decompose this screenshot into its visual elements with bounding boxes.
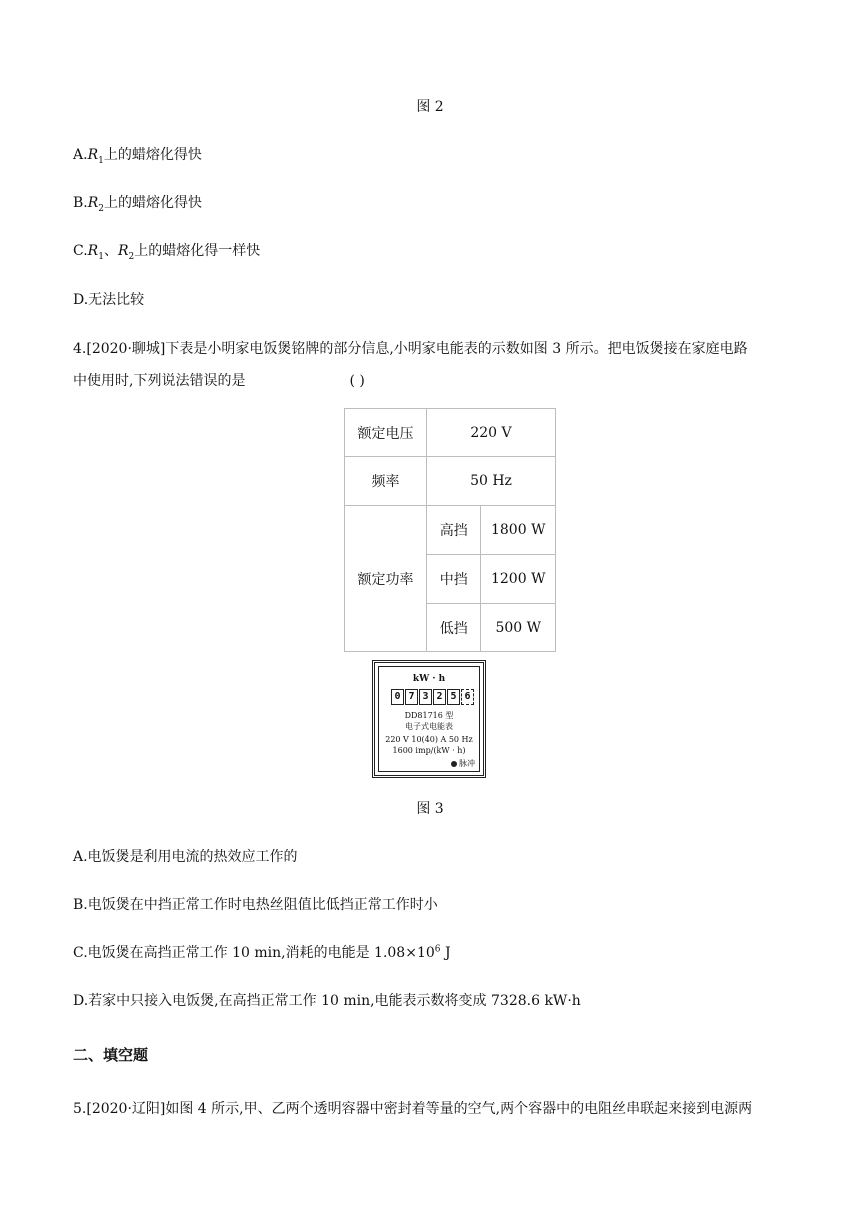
meter-digit: 7 — [405, 689, 418, 705]
meter-model: DD81716 型 — [404, 711, 454, 720]
pulse-indicator-icon — [451, 761, 457, 767]
q4-stem-line1: 4.[2020·聊城]下表是小明家电饭煲铭牌的部分信息,小明家电能表的示数如图 3 所示。把电饭煲接在家庭电路 — [73, 341, 748, 357]
mid-gear-value: 1200 W — [481, 555, 556, 604]
q4-option-c: C.电饭煲在高挡正常工作 10 min,消耗的电能是 $1.08\times 10^6$ J — [73, 944, 451, 961]
low-gear-value: 500 W — [481, 604, 556, 652]
q4-stem-line2: 中使用时,下列说法错误的是 ( ) — [73, 373, 365, 389]
meter-rating: 220 V 10(40) A 50 Hz — [385, 735, 473, 744]
power-label: 额定功率 — [345, 506, 427, 652]
high-gear-value: 1800 W — [481, 506, 556, 555]
q3-option-a: $A.R_1$上的蜡熔化得快 — [73, 147, 202, 166]
meter-digit: 0 — [391, 689, 404, 705]
meter-digit: 3 — [419, 689, 432, 705]
meter-digits — [391, 689, 475, 705]
meter-digit: 5 — [447, 689, 460, 705]
figure-2-caption: 图 2 — [416, 99, 444, 115]
electric-meter-figure — [372, 660, 486, 778]
voltage-label: 额定电压 — [345, 409, 427, 457]
q4-option-b: B.电饭煲在中挡正常工作时电热丝阻值比低挡正常工作时小 — [73, 897, 438, 913]
high-gear-label: 高挡 — [427, 506, 481, 555]
meter-constant: 1600 imp/(kW · h) — [392, 746, 466, 755]
q4-option-d: D.若家中只接入电饭煲,在高挡正常工作 10 min,电能表示数将变成 7328.6 kW·h — [73, 993, 581, 1009]
q3-option-b: $B.R_2$上的蜡熔化得快 — [73, 195, 203, 214]
answer-bracket: ( ) — [349, 373, 365, 389]
q4-option-a: A.电饭煲是利用电流的热效应工作的 — [73, 849, 298, 865]
meter-digit-decimal: 6 — [461, 689, 474, 705]
q3-option-d: D.无法比较 — [73, 292, 145, 308]
mid-gear-label: 中挡 — [427, 555, 481, 604]
section-title: 二、填空题 — [73, 1046, 149, 1064]
q5-stem-line1: 5.[2020·辽阳]如图 4 所示,甲、乙两个透明容器中密封着等量的空气,两个容器中的电阻丝串联起来接到电源两 — [73, 1101, 753, 1117]
meter-unit: kW · h — [412, 674, 446, 684]
low-gear-label: 低挡 — [427, 604, 481, 652]
meter-name: 电子式电能表 — [405, 722, 453, 731]
meter-digit: 2 — [433, 689, 446, 705]
rice-cooker-spec-table — [344, 408, 556, 652]
voltage-value: 220 V — [427, 409, 556, 457]
frequency-label: 频率 — [345, 457, 427, 506]
figure-3-caption: 图 3 — [416, 801, 444, 817]
meter-pulse: 脉冲 — [451, 758, 475, 769]
frequency-value: 50 Hz — [427, 457, 556, 506]
q3-option-c: $C.R_1$、$R_2$上的蜡熔化得一样快 — [73, 243, 261, 262]
